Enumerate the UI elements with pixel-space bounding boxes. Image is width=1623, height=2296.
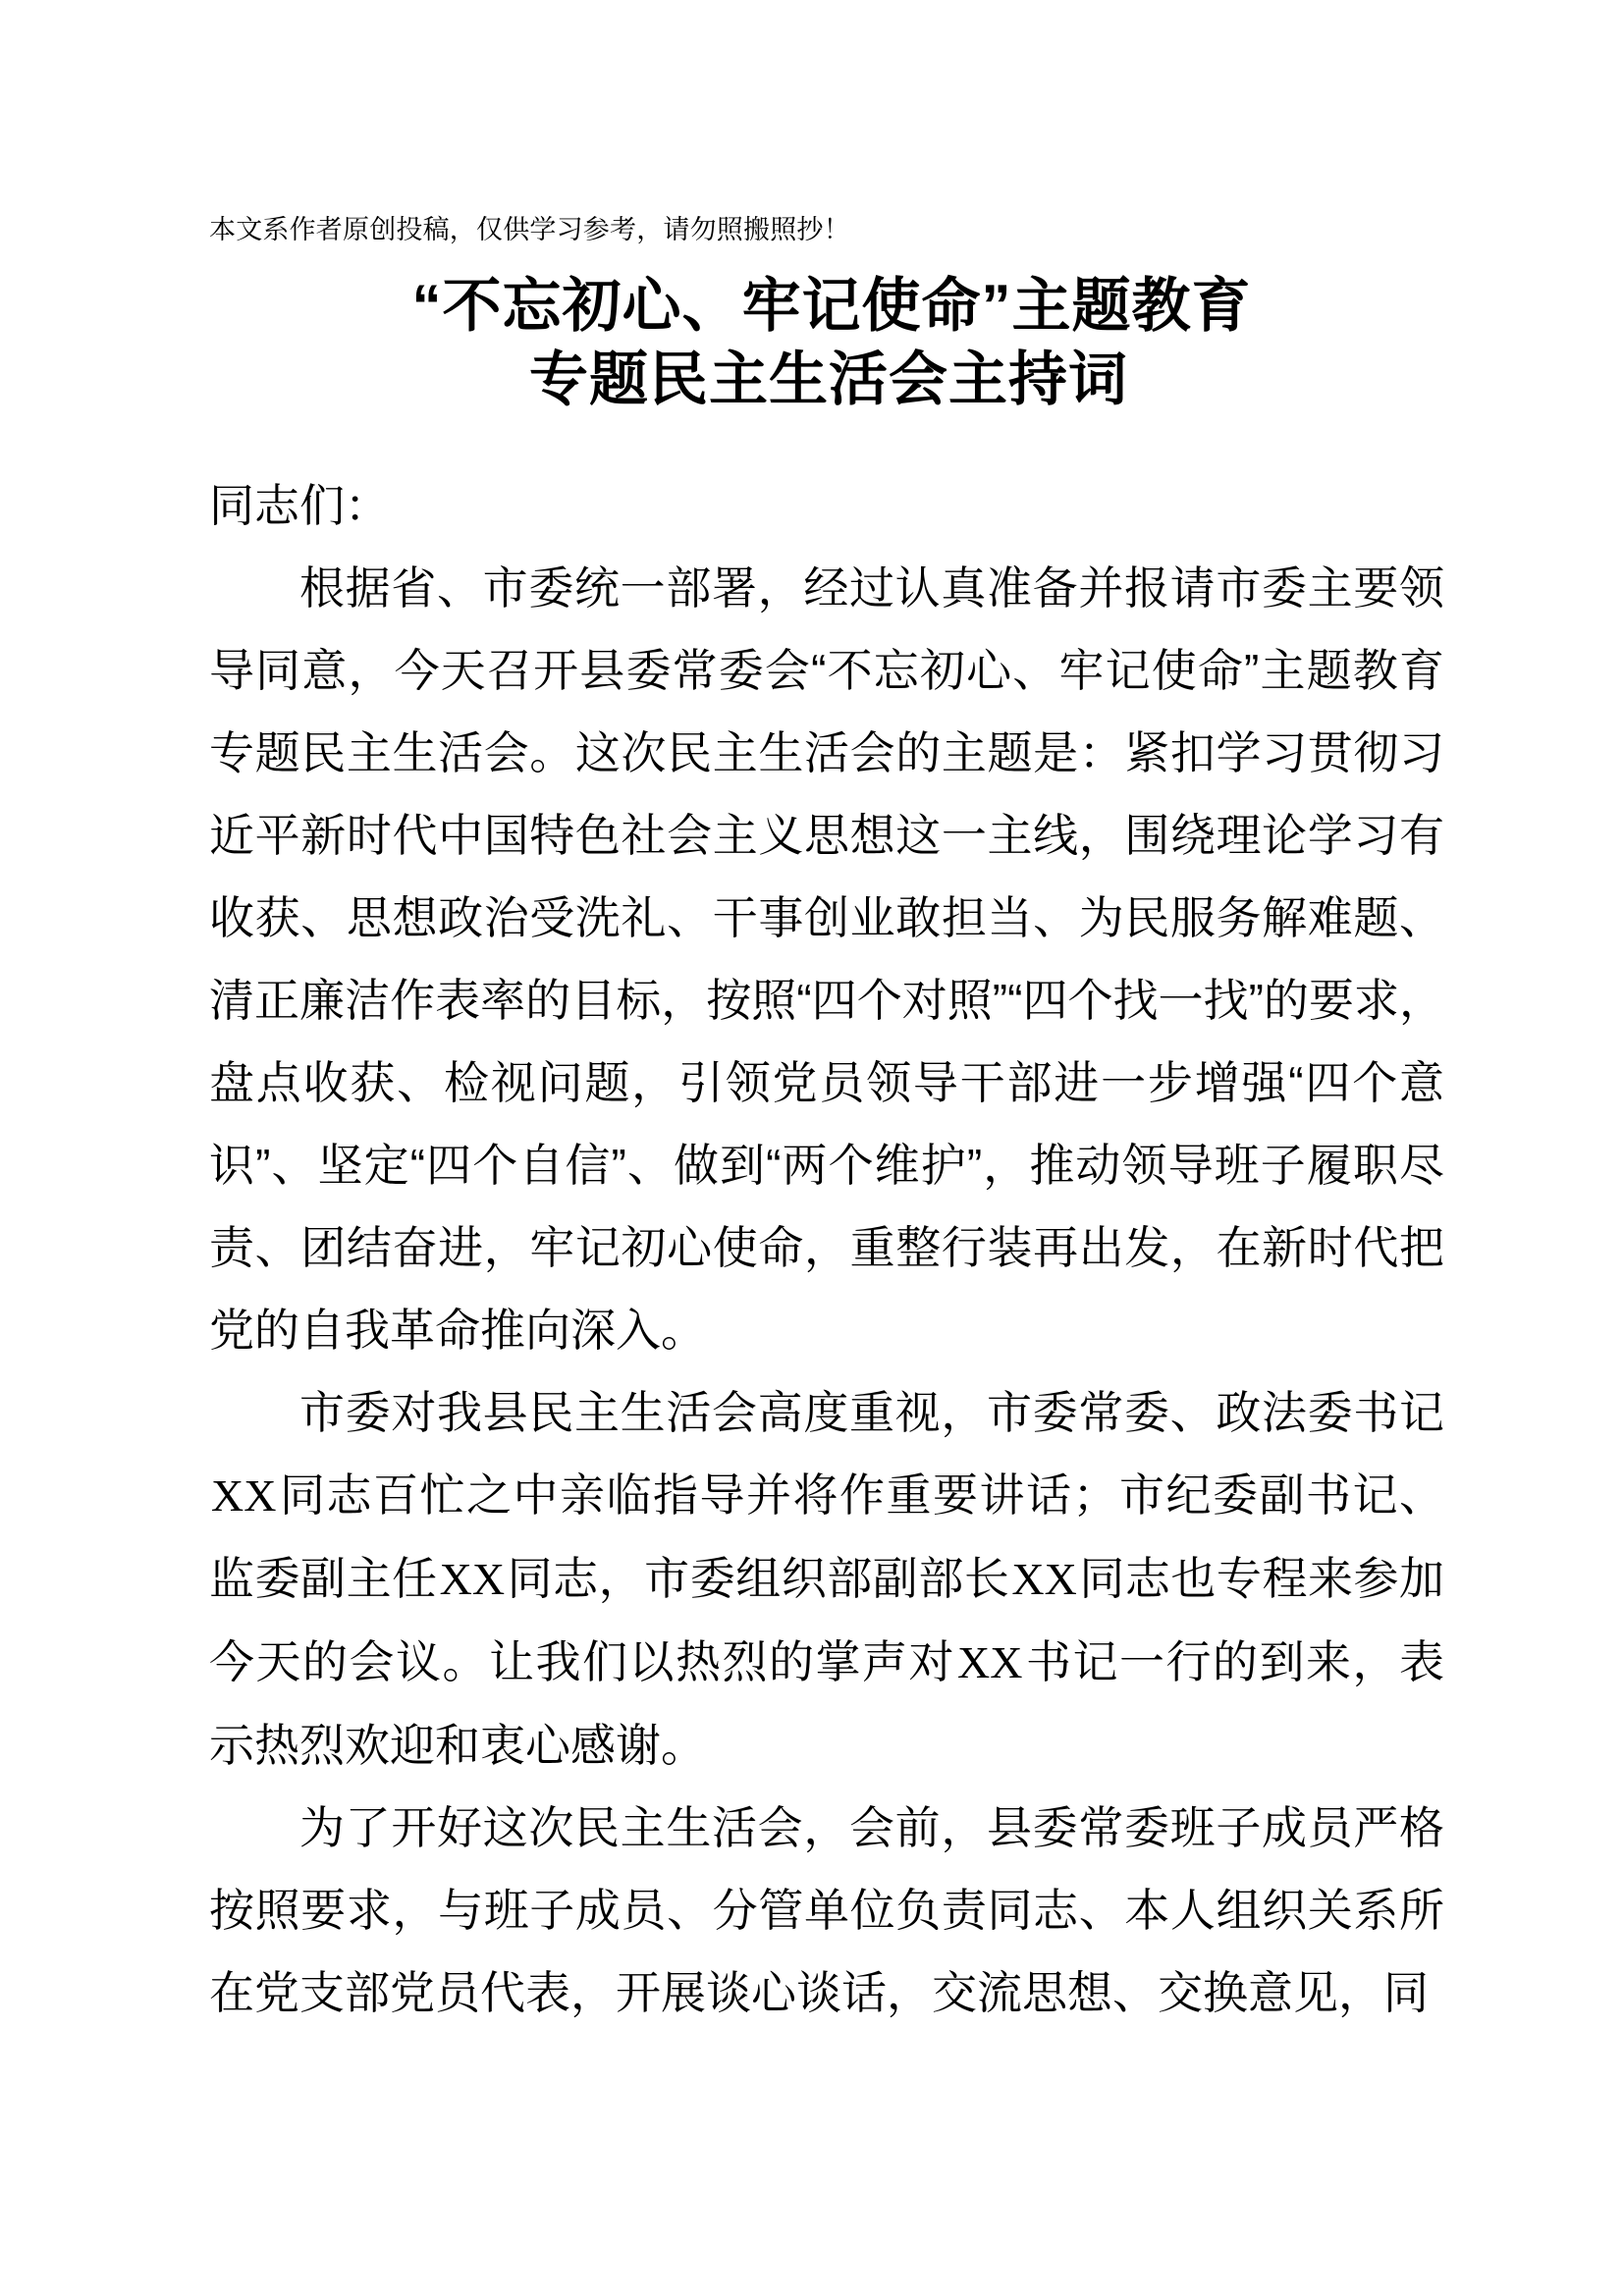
- salutation: 同志们：: [209, 479, 390, 531]
- latin-placeholder: XX: [439, 1553, 506, 1604]
- document-body: [209, 464, 1444, 2034]
- body-paragraph-2: 市委对我县民主生活会高度重视，市委常委、政法委书记XX同志百忙之中亲临指导并将作重要讲话；市纪委副书记、监委副主任XX同志，市委组织部副部长XX同志也专程来参加今天的会议。让我们以热烈的掌声对XX书记一行的到来，表示热烈欢迎和衷心感谢。: [209, 1386, 1445, 1771]
- title-line-1: “不忘初心、牢记使命”主题教育: [411, 272, 1252, 339]
- body-paragraph-3: 为了开好这次民主生活会，会前，县委常委班子成员严格按照要求，与班子成员、分管单位负责同志、本人组织关系所在党支部党员代表，开展谈心谈话，交流思想、交换意见，同: [209, 1801, 1444, 2018]
- document-content-column: [209, 0, 1444, 2034]
- title-line-2: 专题民主生活会主持词: [529, 347, 1128, 413]
- latin-placeholder: XX: [957, 1636, 1023, 1687]
- document-title: [209, 269, 1444, 417]
- latin-placeholder: XX: [1011, 1553, 1077, 1604]
- latin-placeholder: XX: [211, 1469, 277, 1521]
- body-paragraph-1: 根据省、市委统一部署，经过认真准备并报请市委主要领导同意，今天召开县委常委会“不忘初心、牢记使命”主题教育专题民主生活会。这次民主生活会的主题是：紧扣学习贯彻习近平新时代中国特色社会主义思想这一主线，围绕理论学习有收获、思想政治受洗礼、干事创业敢担当、为民服务解难题、清正廉洁作表率的目标，按照“四个对照”“四个找一找”的要求，盘点收获、检视问题，引领党员领导干部进一步增强“四个意识”、坚定“四个自信”、做到“两个维护”，推动领导班子履职尽责、团结奋进，牢记初心使命，重整行装再出发，在新时代把党的自我革命推向深入。: [209, 561, 1444, 1356]
- disclaimer-note: 本文系作者原创投稿，仅供学习参考，请勿照搬照抄！: [209, 215, 850, 244]
